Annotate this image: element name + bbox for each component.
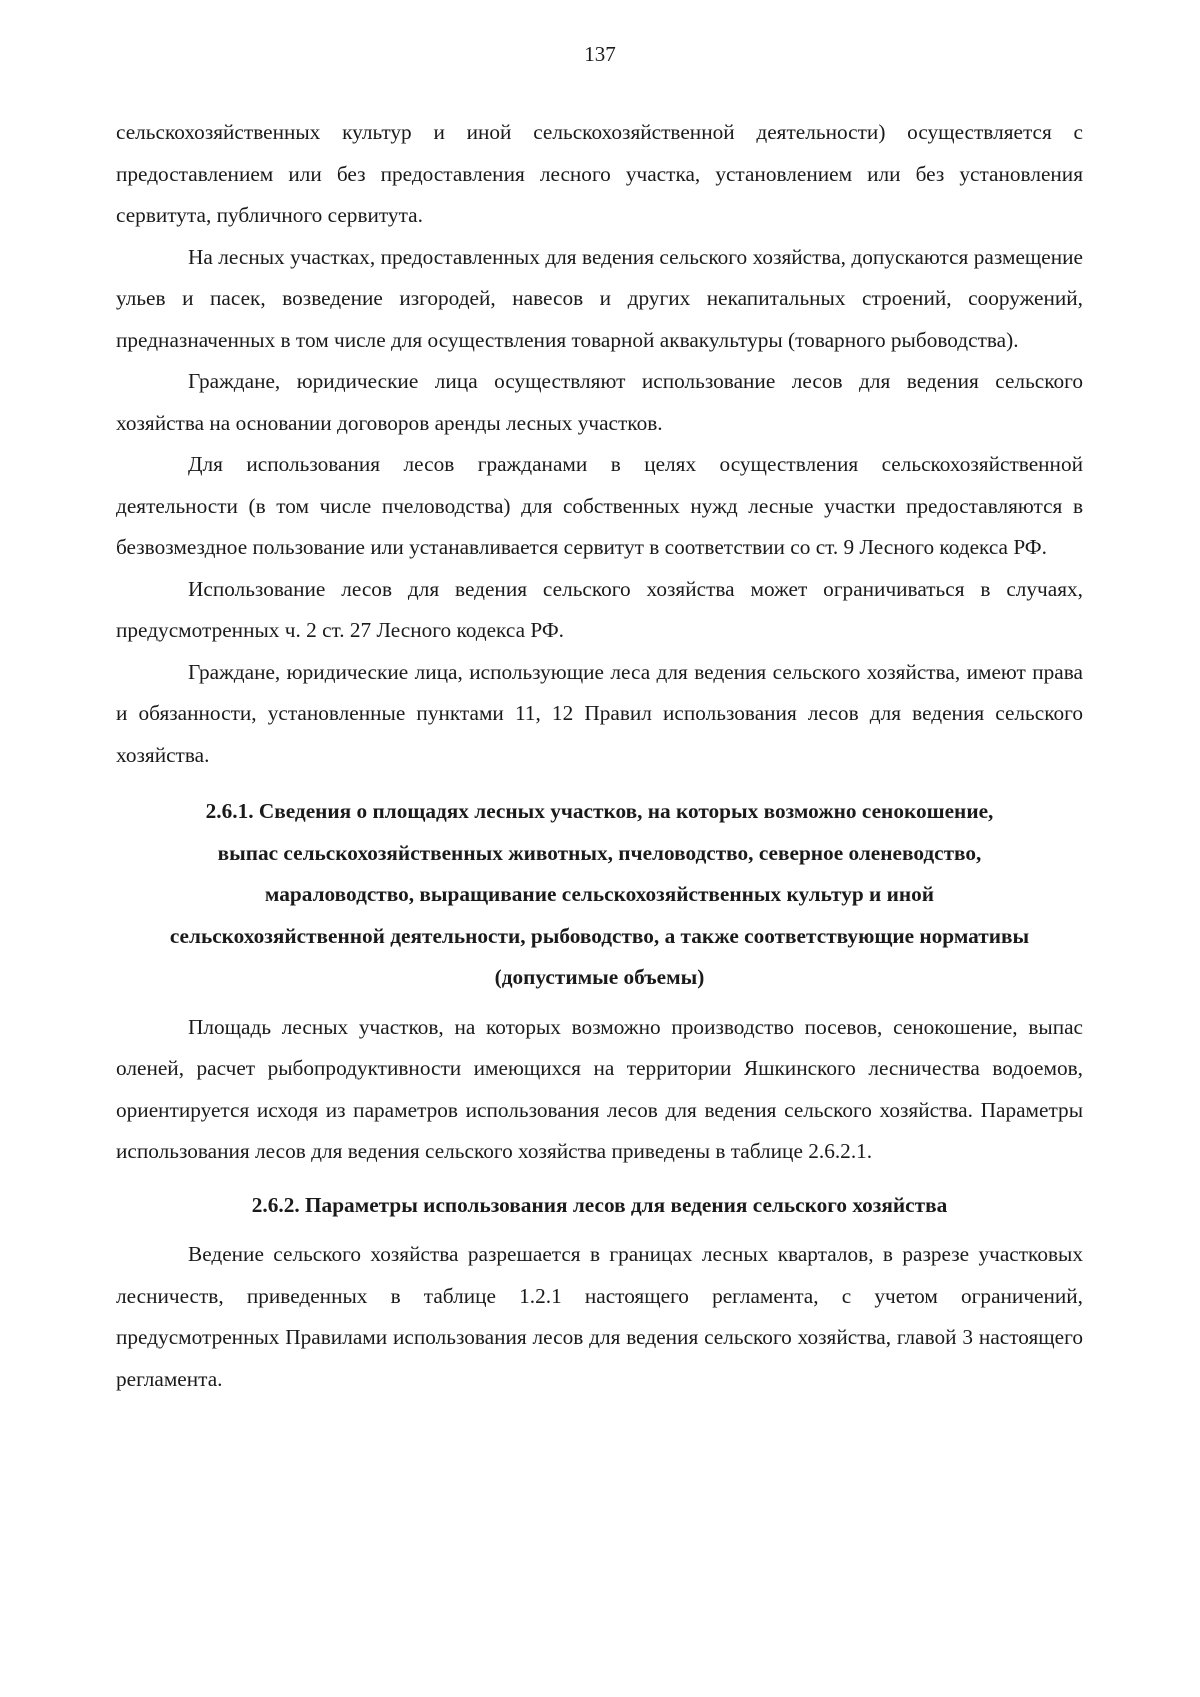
heading-line: (допустимые объемы): [494, 965, 705, 989]
paragraph-permitted: Ведение сельского хозяйства разрешается в границах лесных кварталов, в разрезе участковых лесничеств, приведенных в таблице 1.2.1 настоящего регламента, с учетом ограничений, предусмотренных Правилами использования лесов для ведения сельского хозяйства, главой 3 настоящего регламента.: [116, 1242, 1083, 1391]
paragraph-citizens-use: Для использования лесов гражданами в целях осуществления сельскохозяйственной деятельности (в том числе пчеловодства) для собственных нужд лесные участки предоставляются в безвозмездное пользование или устанавливается сервитут в соответствии со ст. 9 Лесного кодекса РФ.: [116, 452, 1083, 559]
page-number: 137: [584, 42, 616, 66]
heading-line: мараловодство, выращивание сельскохозяйственных культур и иной: [264, 882, 935, 906]
section-heading-2-6-1: [116, 791, 1083, 999]
paragraph-beehives: На лесных участках, предоставленных для ведения сельского хозяйства, допускаются размещение ульев и пасек, возведение изгородей, навесов и других некапитальных строений, сооружений, предназначенных в том числе для осуществления товарной аквакультуры (товарного рыбоводства).: [116, 244, 1083, 352]
paragraph-continuation: сельскохозяйственных культур и иной сельскохозяйственной деятельности) осуществляется с предоставлением или без предоставления лесного участка, установлением или без установления сервитута, публичного сервитута.: [116, 120, 1083, 227]
heading-line: выпас сельскохозяйственных животных, пчеловодство, северное оленеводство,: [217, 840, 982, 865]
heading-line: 2.6.1. Сведения о площадях лесных участков, на которых возможно сенокошение,: [205, 799, 994, 823]
section-heading-2-6-2: 2.6.2. Параметры использования лесов для ведения сельского хозяйства: [251, 1192, 948, 1217]
paragraph-area: Площадь лесных участков, на которых возможно производство посевов, сенокошение, выпас оленей, расчет рыбопродуктивности имеющихся на территории Яшкинского лесничества водоемов, ориентируется исходя из параметров использования лесов для ведения сельского хозяйства. Параметры использования лесов для ведения сельского хозяйства приведены в таблице 2.6.2.1.: [116, 1014, 1083, 1163]
page-content: [116, 112, 1083, 1400]
paragraph-lease: Граждане, юридические лица осуществляют использование лесов для ведения сельского хозяйства на основании договоров аренды лесных участков.: [116, 369, 1083, 435]
heading-line: сельскохозяйственной деятельности, рыбоводство, а также соответствующие нормативы: [169, 923, 1030, 948]
paragraph-rights: Граждане, юридические лица, использующие леса для ведения сельского хозяйства, имеют права и обязанности, установленные пунктами 11, 12 Правил использования лесов для ведения сельского хозяйства.: [116, 659, 1083, 767]
paragraph-restrictions: Использование лесов для ведения сельского хозяйства может ограничиваться в случаях, предусмотренных ч. 2 ст. 27 Лесного кодекса РФ.: [116, 576, 1083, 642]
